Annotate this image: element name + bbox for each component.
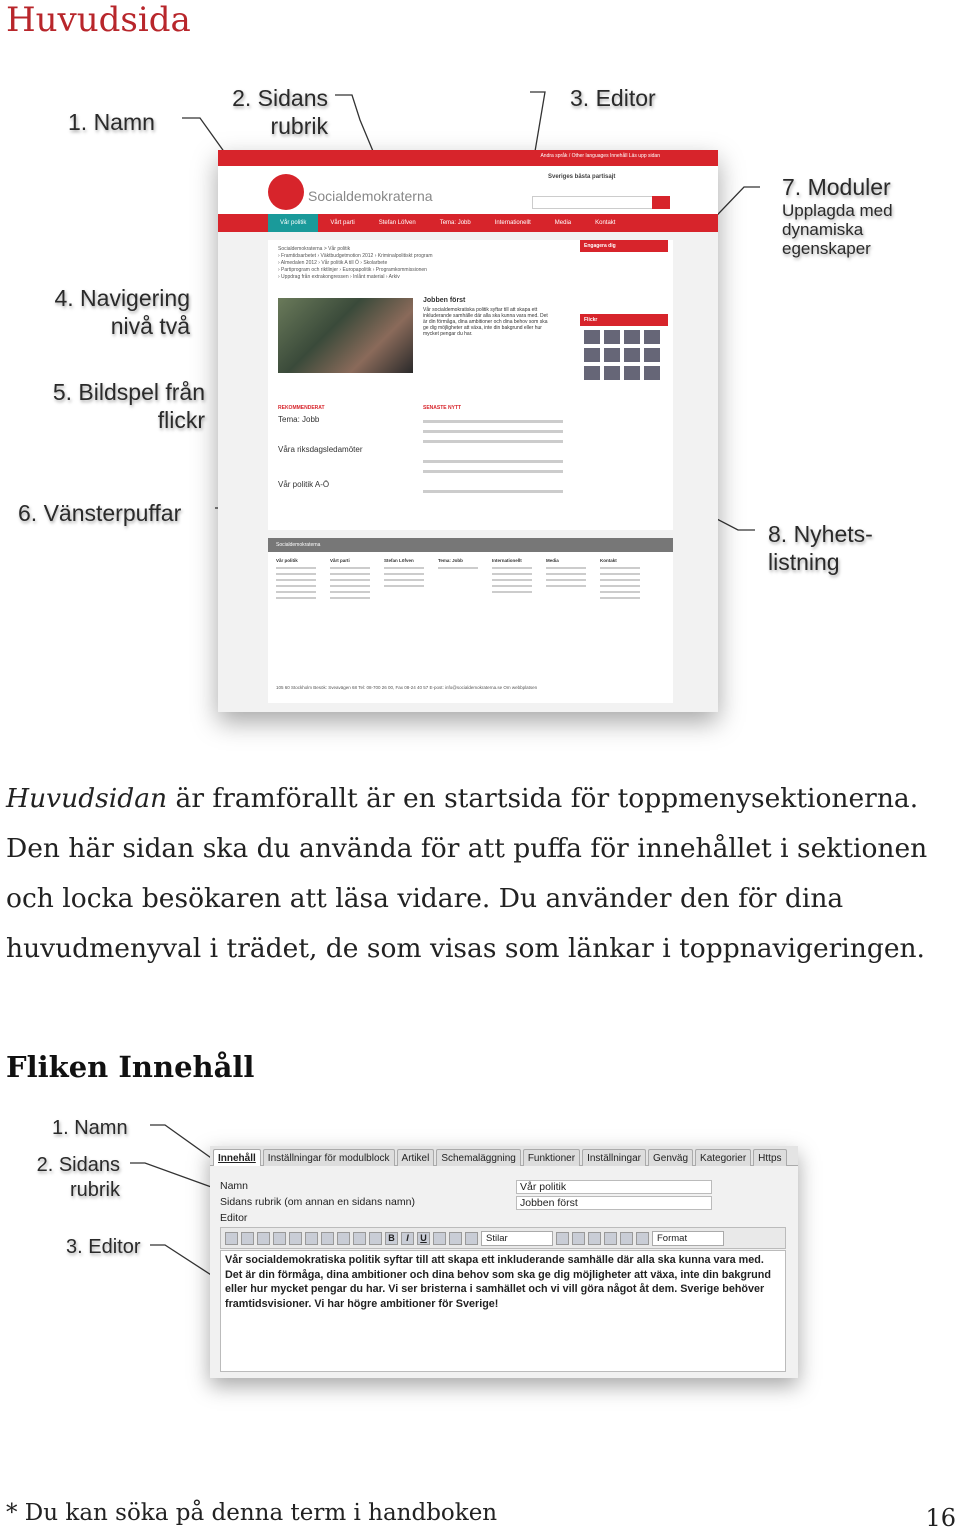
callout-editor-2: 3. Editor <box>66 1236 141 1258</box>
tab-schemalaggning: Schemaläggning <box>436 1149 521 1166</box>
toolbar-icon <box>273 1232 286 1245</box>
site-search-button <box>652 196 670 209</box>
namn-field: Vår politik <box>516 1180 712 1194</box>
callout-rubrik-line1: 2. Sidans <box>232 85 328 111</box>
toolbar-icon <box>369 1232 382 1245</box>
site-puff: Vår politik A-Ö <box>278 480 330 489</box>
eraser-icon <box>465 1232 478 1245</box>
site-puff: Tema: Jobb <box>278 415 320 424</box>
callout-navigering-line1: 4. Navigering <box>54 285 190 311</box>
label-editor: Editor <box>220 1212 248 1224</box>
section-heading: Fliken Innehåll <box>6 1050 255 1084</box>
callout-vansterpuffar: 6. Vänsterpuffar <box>18 500 182 526</box>
page-heading: Huvudsida <box>6 0 191 40</box>
copy-icon <box>321 1232 334 1245</box>
news-line <box>423 430 563 433</box>
toolbar-icon <box>588 1232 601 1245</box>
page-number: 16 <box>925 1504 956 1532</box>
callout-nyhets-line1: 8. Nyhets- <box>768 521 873 547</box>
rubrik-field: Jobben först <box>516 1196 712 1210</box>
callout2-rubrik-line2: rubrik <box>69 1179 120 1201</box>
site-logo-text: Socialdemokraterna <box>308 188 433 204</box>
news-line <box>423 420 563 423</box>
site-senaste-nytt: SENASTE NYTT <box>423 405 462 411</box>
label-namn: Namn <box>220 1180 249 1192</box>
callout-bildspel-line2: flickr <box>157 407 205 433</box>
callout-namn: 1. Namn <box>68 109 155 135</box>
callout-bildspel-line1: 5. Bildspel från <box>52 379 205 405</box>
toolbar-icon <box>289 1232 302 1245</box>
toolbar-icon <box>305 1232 318 1245</box>
callout-navigering <box>30 284 190 340</box>
list-icon <box>449 1232 462 1245</box>
site-nav-item: Kontakt <box>595 220 616 226</box>
site-nav-item: Internationellt <box>494 220 531 226</box>
site-editor-body: Vår socialdemokratiska politik syftar till att skapa ett inkluderande samhälle där alla ska kunna vara med. Det är din förmåga, dina ambitioner och dina behov som ska ge dig möjligheter att växa, inte din bakgrund eller hur mycket pengar du har. <box>423 307 548 337</box>
callout-moduler-line2: Upplagda med <box>782 201 893 220</box>
toolbar-icon <box>620 1232 633 1245</box>
editor-toolbar <box>220 1227 786 1249</box>
callout-navigering-line2: nivå två <box>110 313 190 339</box>
callout-sidans-rubrik <box>222 84 328 140</box>
tab-https: Https <box>753 1149 786 1166</box>
callout-rubrik-line2: rubrik <box>270 113 328 139</box>
stilar-select: Stilar <box>481 1231 553 1246</box>
news-line <box>423 460 563 463</box>
callout-moduler-line4: egenskaper <box>782 239 871 258</box>
redo-icon <box>572 1232 585 1245</box>
site-puff: Våra riksdagsledamöter <box>278 445 363 454</box>
website-screenshot <box>218 150 718 712</box>
tab-genvag: Genväg <box>648 1149 693 1166</box>
site-rekommenderat: REKOMMENDERAT <box>278 405 325 411</box>
callout-nyhetslistning <box>768 520 873 576</box>
site-header <box>218 166 718 214</box>
editor-text-area: Vår socialdemokratiska politik syftar till att skapa ett inkluderande samhälle där alla ska kunna vara med. Det är din förmåga, dina ambitioner och dina behov som ska ge dig möjligheter att växa, inte din bakgrund eller hur mycket pengar du har. Vi ser bristerna i samhället och vi vill göra något åt dem. Sverige behöver framtidsvisioner. Vi har högre ambitioner för Sverige! <box>220 1250 786 1372</box>
toolbar-icon <box>241 1232 254 1245</box>
site-nav <box>218 214 718 232</box>
undo-icon <box>556 1232 569 1245</box>
toolbar-icon <box>353 1232 366 1245</box>
site-nav-item: Stefan Löfven <box>378 220 416 226</box>
list-icon <box>433 1232 446 1245</box>
callout2-rubrik-line1: 2. Sidans <box>36 1154 120 1176</box>
site-editor-title: Jobben först <box>423 297 466 304</box>
tab-funktioner: Funktioner <box>523 1149 580 1166</box>
editor-screenshot <box>210 1146 798 1378</box>
site-editor-text <box>423 298 553 373</box>
site-slogan: Sveriges bästa partisajt <box>548 174 616 180</box>
callout-nyhets-line2: listning <box>768 549 840 575</box>
site-top-links: Andra språk / Other languages Innehåll Läs upp sidan <box>540 153 660 159</box>
site-nav-item: Tema: Jobb <box>439 220 471 226</box>
toolbar-icon <box>225 1232 238 1245</box>
toolbar-icon <box>604 1232 617 1245</box>
search-icon <box>636 1232 649 1245</box>
site-footer <box>268 538 673 703</box>
body-paragraph <box>6 774 958 974</box>
underline-icon: U <box>417 1232 430 1245</box>
site-right-modules <box>580 240 668 420</box>
paragraph-rest: är framförallt är en startsida för toppmenysektionerna. Den här sidan ska du använda för att puffa för innehållet i sektionen och locka besökaren att läsa vidare. Du använder den för dina huvudmenyval i trädet, de som visas som länkar i toppnavigeringen. <box>6 783 928 964</box>
bold-icon: B <box>385 1232 398 1245</box>
site-address: 105 60 Stockholm Besök: Sveavägen 68 Tel: 08-700 26 00, Fax 08-24 40 57 E-post: info@socialdemokraterna.se Om webbplatsen <box>276 685 538 690</box>
italic-icon: I <box>401 1232 414 1245</box>
site-nav-item: Vår politik <box>268 214 318 232</box>
editor-tabs <box>210 1146 798 1166</box>
site-footer-head: Socialdemokraterna <box>268 538 673 552</box>
callout-editor: 3. Editor <box>570 85 656 111</box>
flickr-slideshow-photo <box>278 298 413 373</box>
callout-moduler-line1: 7. Moduler <box>782 174 891 200</box>
news-line <box>423 440 563 443</box>
tab-modulblock: Inställningar för modulblock <box>263 1149 395 1166</box>
callout-moduler-line3: dynamiska <box>782 220 864 239</box>
label-sidans-rubrik: Sidans rubrik (om annan en sidans namn) <box>220 1196 415 1208</box>
paragraph-em: Huvudsidan <box>6 783 168 814</box>
site-search-input <box>532 196 660 209</box>
footer-note: * Du kan söka på denna term i handboken <box>6 1500 498 1526</box>
news-line <box>423 470 563 473</box>
site-topbar <box>218 150 718 166</box>
site-footer-columns: Vår politik Vårt parti Stefan Löfven Tema: Jobb Internationellt Media Kontakt <box>268 552 673 605</box>
format-select: Format <box>652 1231 724 1246</box>
callout-moduler <box>782 173 893 258</box>
news-line <box>423 490 563 493</box>
callout-bildspel <box>30 378 205 434</box>
site-subnav: Socialdemokraterna > Vår politik › Framtidsarbetet › Väktbudgetmotion 2012 › Kriminalpolitiskt program › Almedalen 2012 › Vår politik A till Ö › Skolarbete › Partiprogram och riktlinjer › Europapolitik › Programkommissionen › Uppdrag från extrakongressen › Inlånt material › Arkiv <box>278 246 433 280</box>
tab-innehall: Innehåll <box>213 1149 261 1166</box>
image-icon <box>257 1232 270 1245</box>
engagera-dig-body <box>580 252 668 314</box>
site-nav-item: Vårt parti <box>330 220 355 226</box>
tab-kategorier: Kategorier <box>695 1149 751 1166</box>
tab-installningar: Inställningar <box>582 1149 646 1166</box>
tab-artikel: Artikel <box>397 1149 435 1166</box>
engagera-dig-header: Engagera dig <box>580 240 668 252</box>
callout-namn-2: 1. Namn <box>52 1117 128 1139</box>
site-nav-item: Media <box>554 220 572 226</box>
flickr-header: Flickr <box>580 314 668 326</box>
paste-icon <box>337 1232 350 1245</box>
rose-logo-icon <box>268 174 304 210</box>
callout-sidans-rubrik-2 <box>20 1153 120 1203</box>
flickr-thumbnails <box>580 326 668 384</box>
